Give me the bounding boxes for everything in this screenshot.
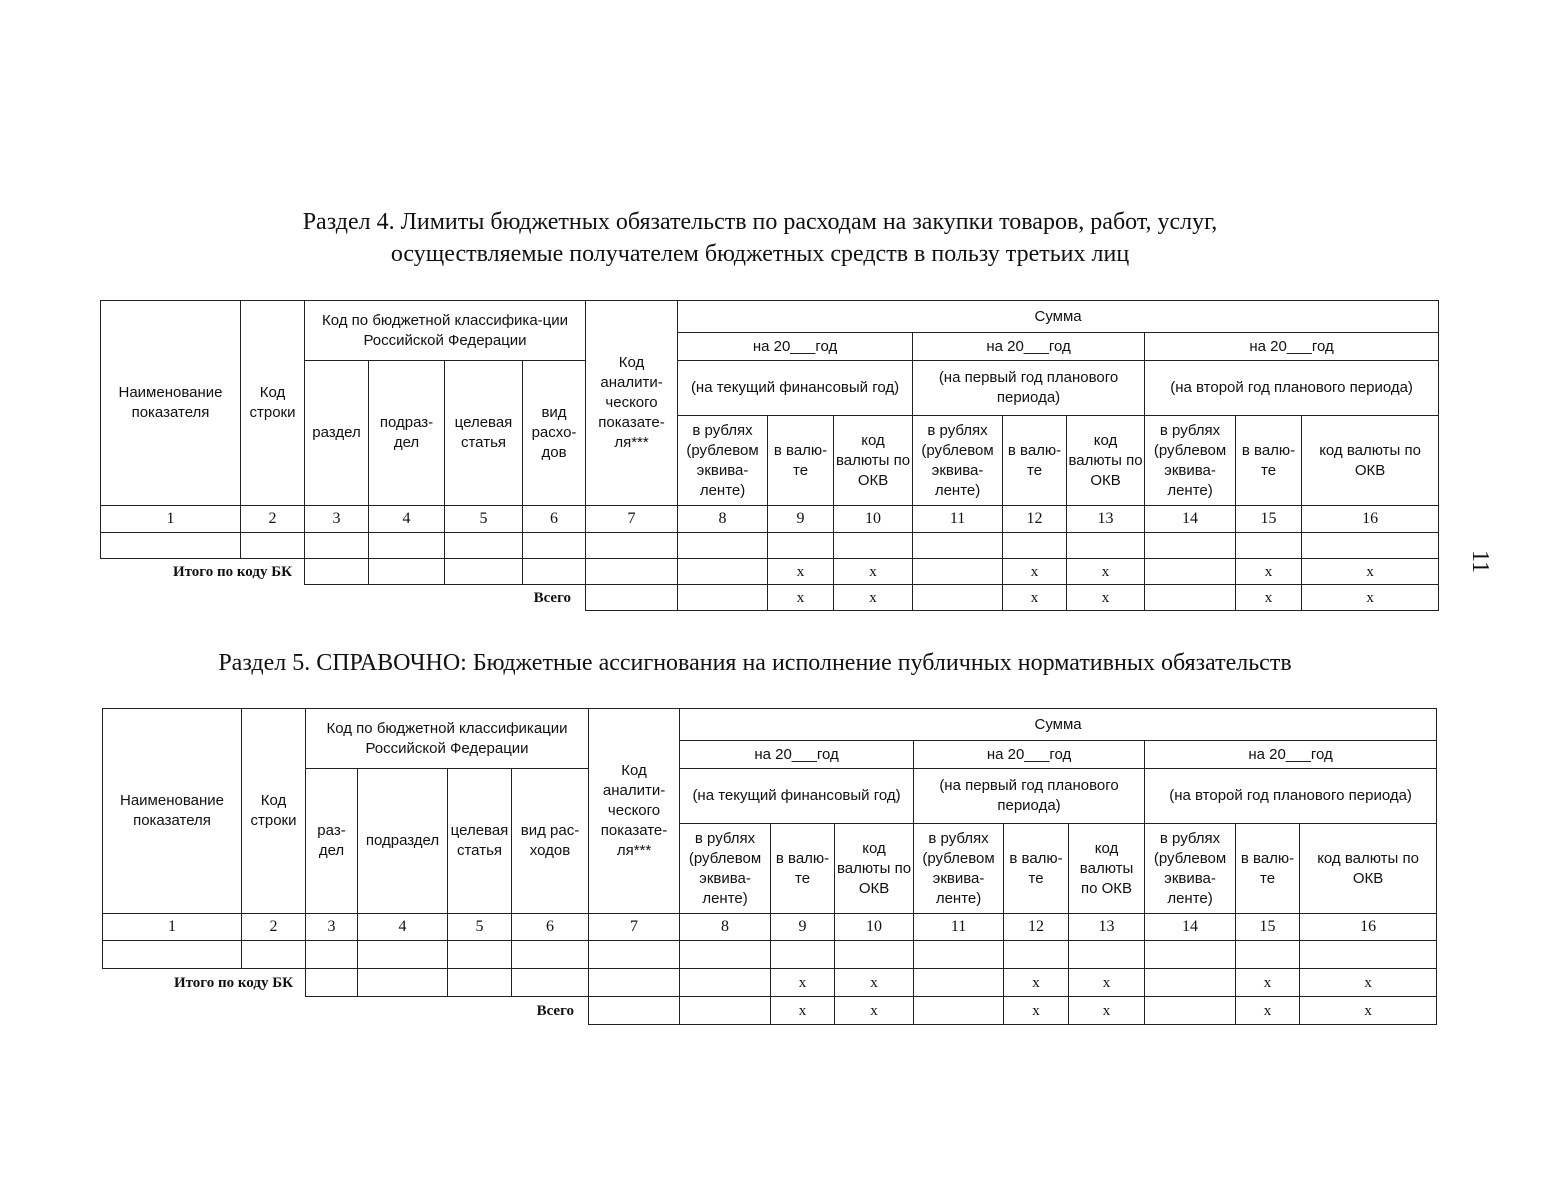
empty-cell[interactable] — [913, 585, 1003, 611]
header-period-second: (на второй год планового периода) — [1145, 769, 1437, 824]
empty-cell[interactable] — [834, 533, 913, 559]
col-num-8: 8 — [680, 914, 771, 941]
empty-cell[interactable] — [678, 585, 768, 611]
header-row-code: Код строки — [242, 709, 306, 914]
header-cur: в валю-те — [771, 824, 835, 914]
empty-cell[interactable] — [586, 533, 678, 559]
header-period-second: (на второй год планового периода) — [1145, 361, 1439, 416]
header-year-first: на 20___год — [913, 333, 1145, 361]
header-tselevaya: целевая статья — [448, 769, 512, 914]
section-4-table — [100, 300, 1439, 611]
empty-cell[interactable] — [512, 941, 589, 969]
x-mark: x — [771, 969, 835, 997]
header-bk-code: Код по бюджетной классификации Российской Федерации — [306, 709, 589, 769]
empty-cell[interactable] — [523, 559, 586, 585]
header-podrazdel: подраздел — [358, 769, 448, 914]
x-mark: x — [1302, 559, 1439, 585]
empty-cell[interactable] — [448, 969, 512, 997]
col-num-5: 5 — [448, 914, 512, 941]
col-num-3: 3 — [305, 506, 369, 533]
col-num-7: 7 — [589, 914, 680, 941]
header-year-current: на 20___год — [678, 333, 913, 361]
x-mark: x — [1236, 969, 1300, 997]
empty-cell[interactable] — [589, 969, 680, 997]
header-vid: вид рас-ходов — [512, 769, 589, 914]
header-rub: в рублях (рублевом эквива-ленте) — [678, 416, 768, 506]
x-mark: x — [834, 559, 913, 585]
empty-cell[interactable] — [1069, 941, 1145, 969]
col-num-11: 11 — [913, 506, 1003, 533]
header-cur: в валю-те — [768, 416, 834, 506]
header-podrazdel: подраз-дел — [369, 361, 445, 506]
empty-cell[interactable] — [523, 533, 586, 559]
empty-cell[interactable] — [445, 533, 523, 559]
section-4-title-line1: Раздел 4. Лимиты бюджетных обязательств по расходам на закупки товаров, работ, услуг, — [302, 209, 1218, 235]
x-mark: x — [1004, 997, 1069, 1025]
header-okv: код валюты по ОКВ — [1069, 824, 1145, 914]
empty-cell[interactable] — [1145, 559, 1236, 585]
x-mark: x — [1004, 969, 1069, 997]
x-mark: x — [1067, 559, 1145, 585]
x-mark: x — [834, 585, 913, 611]
x-mark: x — [768, 585, 834, 611]
header-rub: в рублях (рублевом эквива-ленте) — [1145, 824, 1236, 914]
empty-cell[interactable] — [771, 941, 835, 969]
empty-cell[interactable] — [586, 559, 678, 585]
empty-cell[interactable] — [914, 969, 1004, 997]
empty-cell[interactable] — [1302, 533, 1439, 559]
col-num-15: 15 — [1236, 914, 1300, 941]
col-num-16: 16 — [1300, 914, 1437, 941]
col-num-13: 13 — [1069, 914, 1145, 941]
x-mark: x — [835, 997, 914, 1025]
col-num-9: 9 — [771, 914, 835, 941]
header-year-first: на 20___год — [914, 741, 1145, 769]
table-row — [101, 533, 1439, 559]
empty-cell[interactable] — [306, 969, 358, 997]
vsego-label: Всего — [536, 1002, 575, 1019]
header-period-first: (на первый год планового периода) — [914, 769, 1145, 824]
empty-cell[interactable] — [358, 941, 448, 969]
header-tselevaya: целевая статья — [445, 361, 523, 506]
header-sum: Сумма — [678, 301, 1439, 333]
col-num-11: 11 — [914, 914, 1004, 941]
empty-cell[interactable] — [445, 559, 523, 585]
header-rub: в рублях (рублевом эквива-ленте) — [1145, 416, 1236, 506]
itogo-label: Итого по коду БК — [173, 974, 293, 991]
empty-cell[interactable] — [512, 969, 589, 997]
header-vid: вид расхо-дов — [523, 361, 586, 506]
header-cur: в валю-те — [1003, 416, 1067, 506]
empty-cell[interactable] — [306, 941, 358, 969]
vsego-row — [101, 585, 1439, 611]
itogo-row — [101, 559, 1439, 585]
empty-cell[interactable] — [678, 559, 768, 585]
col-num-9: 9 — [768, 506, 834, 533]
x-mark: x — [771, 997, 835, 1025]
empty-cell[interactable] — [913, 559, 1003, 585]
col-num-4: 4 — [369, 506, 445, 533]
empty-cell[interactable] — [678, 533, 768, 559]
header-razdel: раздел — [305, 361, 369, 506]
section-4-title — [150, 206, 1370, 270]
section-5-table — [102, 708, 1437, 1025]
header-year-second: на 20___год — [1145, 333, 1439, 361]
empty-cell[interactable] — [1003, 533, 1067, 559]
header-rub: в рублях (рублевом эквива-ленте) — [680, 824, 771, 914]
empty-cell[interactable] — [242, 941, 306, 969]
empty-cell[interactable] — [305, 533, 369, 559]
x-mark: x — [1003, 559, 1067, 585]
col-num-1: 1 — [103, 914, 242, 941]
x-mark: x — [768, 559, 834, 585]
header-name: Наименование показателя — [103, 709, 242, 914]
empty-cell[interactable] — [914, 941, 1004, 969]
x-mark: x — [1236, 585, 1302, 611]
empty-cell[interactable] — [768, 533, 834, 559]
table-row — [103, 941, 1437, 969]
empty-cell[interactable] — [103, 941, 242, 969]
empty-cell[interactable] — [369, 533, 445, 559]
empty-cell[interactable] — [241, 533, 305, 559]
empty-cell[interactable] — [369, 559, 445, 585]
section-4-title-line2: осуществляемые получателем бюджетных средств в пользу третьих лиц — [390, 241, 1130, 267]
header-name: Наименование показателя — [101, 301, 241, 506]
empty-cell[interactable] — [680, 969, 771, 997]
header-period-current: (на текущий финансовый год) — [678, 361, 913, 416]
header-bk-code: Код по бюджетной классифика-ции Российской Федерации — [305, 301, 586, 361]
x-mark: x — [1069, 969, 1145, 997]
col-num-13: 13 — [1067, 506, 1145, 533]
empty-cell[interactable] — [914, 997, 1004, 1025]
col-num-14: 14 — [1145, 914, 1236, 941]
empty-cell[interactable] — [589, 997, 680, 1025]
empty-cell[interactable] — [589, 941, 680, 969]
vsego-label: Всего — [533, 589, 572, 606]
empty-cell[interactable] — [1145, 533, 1236, 559]
header-okv: код валюты по ОКВ — [834, 416, 913, 506]
header-year-second: на 20___год — [1145, 741, 1437, 769]
empty-cell[interactable] — [358, 969, 448, 997]
header-cur: в валю-те — [1236, 824, 1300, 914]
col-num-12: 12 — [1004, 914, 1069, 941]
header-cur: в валю-те — [1004, 824, 1069, 914]
empty-cell[interactable] — [1004, 941, 1069, 969]
empty-cell[interactable] — [101, 533, 241, 559]
empty-cell[interactable] — [1067, 533, 1145, 559]
col-num-10: 10 — [835, 914, 914, 941]
header-analytic-code: Код аналити-ческого показате-ля*** — [589, 709, 680, 914]
empty-cell[interactable] — [1236, 941, 1300, 969]
col-num-6: 6 — [523, 506, 586, 533]
header-razdel: раз-дел — [306, 769, 358, 914]
empty-cell[interactable] — [835, 941, 914, 969]
header-okv: код валюты по ОКВ — [835, 824, 914, 914]
col-num-2: 2 — [242, 914, 306, 941]
header-year-current: на 20___год — [680, 741, 914, 769]
col-num-16: 16 — [1302, 506, 1439, 533]
x-mark: x — [1300, 997, 1437, 1025]
header-period-first: (на первый год планового периода) — [913, 361, 1145, 416]
col-num-10: 10 — [834, 506, 913, 533]
x-mark: x — [1300, 969, 1437, 997]
empty-cell[interactable] — [1145, 997, 1236, 1025]
col-num-2: 2 — [241, 506, 305, 533]
col-num-8: 8 — [678, 506, 768, 533]
x-mark: x — [1236, 997, 1300, 1025]
header-period-current: (на текущий финансовый год) — [680, 769, 914, 824]
col-num-12: 12 — [1003, 506, 1067, 533]
x-mark: x — [1067, 585, 1145, 611]
x-mark: x — [1302, 585, 1439, 611]
col-num-14: 14 — [1145, 506, 1236, 533]
header-cur: в валю-те — [1236, 416, 1302, 506]
empty-cell[interactable] — [305, 559, 369, 585]
header-rub: в рублях (рублевом эквива-ленте) — [914, 824, 1004, 914]
empty-cell[interactable] — [1145, 585, 1236, 611]
section-5-title: Раздел 5. СПРАВОЧНО: Бюджетные ассигнования на исполнение публичных нормативных обязательств — [218, 650, 1292, 676]
itogo-label: Итого по коду БК — [172, 563, 292, 580]
header-rub: в рублях (рублевом эквива-ленте) — [913, 416, 1003, 506]
page-number: 11 — [1467, 549, 1494, 574]
empty-cell[interactable] — [586, 585, 678, 611]
empty-cell[interactable] — [1300, 941, 1437, 969]
x-mark: x — [1069, 997, 1145, 1025]
itogo-row — [103, 969, 1437, 997]
x-mark: x — [835, 969, 914, 997]
header-okv: код валюты по ОКВ — [1302, 416, 1439, 506]
empty-cell[interactable] — [448, 941, 512, 969]
col-num-5: 5 — [445, 506, 523, 533]
x-mark: x — [1236, 559, 1302, 585]
empty-cell[interactable] — [913, 533, 1003, 559]
header-sum: Сумма — [680, 709, 1437, 741]
header-okv: код валюты по ОКВ — [1067, 416, 1145, 506]
col-num-15: 15 — [1236, 506, 1302, 533]
col-num-7: 7 — [586, 506, 678, 533]
empty-cell[interactable] — [680, 941, 771, 969]
header-analytic-code: Код аналити-ческого показате-ля*** — [586, 301, 678, 506]
col-num-1: 1 — [101, 506, 241, 533]
empty-cell[interactable] — [680, 997, 771, 1025]
col-num-6: 6 — [512, 914, 589, 941]
empty-cell[interactable] — [1145, 941, 1236, 969]
col-num-3: 3 — [306, 914, 358, 941]
vsego-row — [103, 997, 1437, 1025]
col-num-4: 4 — [358, 914, 448, 941]
empty-cell[interactable] — [1236, 533, 1302, 559]
header-row-code: Код строки — [241, 301, 305, 506]
empty-cell[interactable] — [1145, 969, 1236, 997]
header-okv: код валюты по ОКВ — [1300, 824, 1437, 914]
x-mark: x — [1003, 585, 1067, 611]
